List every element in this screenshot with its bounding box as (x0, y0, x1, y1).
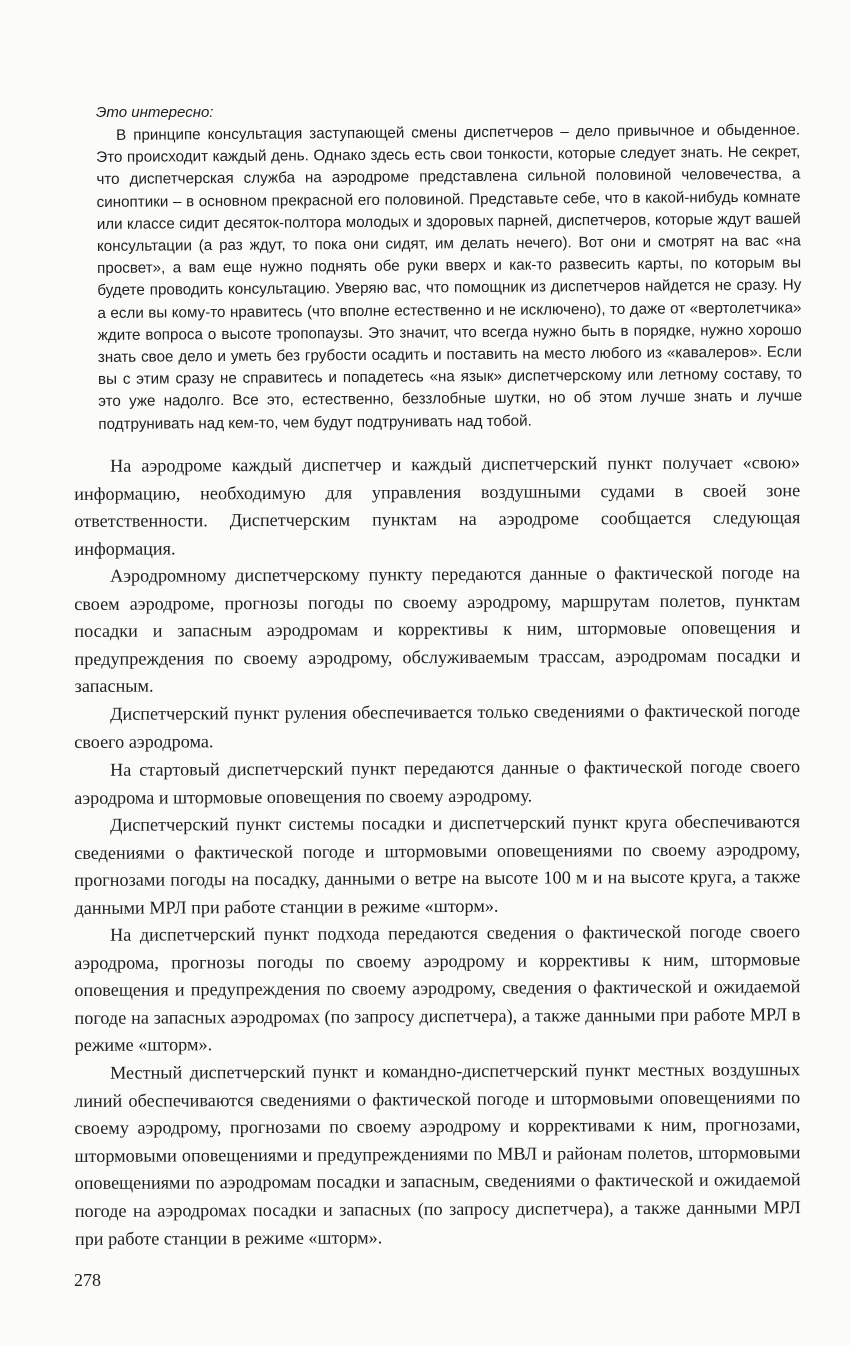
sidebar-text: В принципе консультация заступающей смены диспетчеров – дело привычное и обыденное. Это происходит каждый день. Однако здесь есть свои тонкости, которые следует знать. Не секрет, что диспетчерская служба на аэродроме представлена сильной половиной человечества, а синоптики – в основном прекрасной его половиной. Представьте себе, что в какой-нибудь комнате или классе сидит десяток-полтора молодых и здоровых парней, диспетчеров, которые ждут вашей консультации (а раз ждут, то пока они сидят, им делать нечего). Вот они и смотрят на вас «на просвет», а вам еще нужно поднять обе руки вверх и как-то развесить карты, по которым вы будете проводить консультацию. Уверяю вас, что помощник из диспетчеров найдется не сразу. Ну а если вы кому-то нравитесь (что вполне естественно и не исключено), то даже от «вертолетчика» ждите вопроса о высоте тропопаузы. Это значит, что всегда нужно быть в порядке, нужно хорошо знать свое дело и уметь без грубости осадить и поставить на место любого из «кавалеров». Если вы с этим сразу не справитесь и попадетесь «на язык» диспетчерскому или летному составу, то это уже надолго. Все это, естественно, беззлобные шутки, но об этом лучше знать и лучше подтрунивать над кем-то, чем будут подтрунивать над тобой. (96, 121, 803, 433)
paragraph-approach-control: На диспетчерский пункт подхода передаются сведения о фактической погоде своего аэродрома, прогнозы погоды по своему аэродрому и коррективы к ним, штормовые оповещения и предупреждения по своему аэродрому, сведения о фактической и ожидаемой погоде на запасных аэродромах (по запросу диспетчера), а также данными при работе МРЛ в режиме «шторм». (74, 921, 801, 1056)
paragraph-aerodrome-atc: Аэродромному диспетчерскому пункту передаются данные о фактической погоде на своем аэродроме, прогнозы погоды по своему аэродрому, маршрутам полетов, пунктам посадки и запасным аэродромам и коррективы к ним, штормовые оповещения и предупреждения по своему аэродрому, обслуживаемым трассам, аэродромам посадки и запасным. (74, 562, 801, 697)
paragraph-start-control: На стартовый диспетчерский пункт передаются данные о фактической погоде своего аэродрома и штормовые оповещения по своему аэродрому. (74, 755, 801, 808)
page-number: 278 (74, 1270, 101, 1290)
info-sidebar (96, 104, 803, 436)
paragraph-taxi-control: Диспетчерский пункт руления обеспечивается только сведениями о фактической погоде своего аэродрома. (74, 700, 801, 752)
paragraph-aerodrome-info: На аэродроме каждый диспетчер и каждый диспетчерский пункт получает «свою» информацию, необходимую для управления воздушными судами в своей зоне ответственности. Диспетчерским пунктам на аэродроме сообщается следующая информация. (74, 452, 801, 559)
sidebar-heading: Это интересно: (96, 104, 214, 121)
paragraph-landing-circle: Диспетчерский пункт системы посадки и диспетчерский пункт круга обеспечиваются сведениями о фактической погоде и штормовыми оповещениями по своему аэродрому, прогнозами погоды на посадку, данными о ветре на высоте 100 м и на высоте круга, а также данными МРЛ при работе станции в режиме «шторм». (74, 810, 801, 918)
main-text (74, 453, 800, 1253)
paragraph-local-control: Местный диспетчерский пункт и командно-диспетчерский пункт местных воздушных линий обеспечиваются сведениями о фактической погоде и штормовыми оповещениями по своему аэродрому, прогнозами по своему аэродрому и коррективами к ним, прогнозами, штормовыми оповещениями и предупреждениями по МВЛ и районам полетов, штормовыми оповещениями по аэродромам посадки и запасным, сведениями о фактической и ожидаемой погоде на аэродромах посадки и запасных (по запросу диспетчера), а также данными МРЛ при работе станции в режиме «шторм». (74, 1059, 801, 1249)
